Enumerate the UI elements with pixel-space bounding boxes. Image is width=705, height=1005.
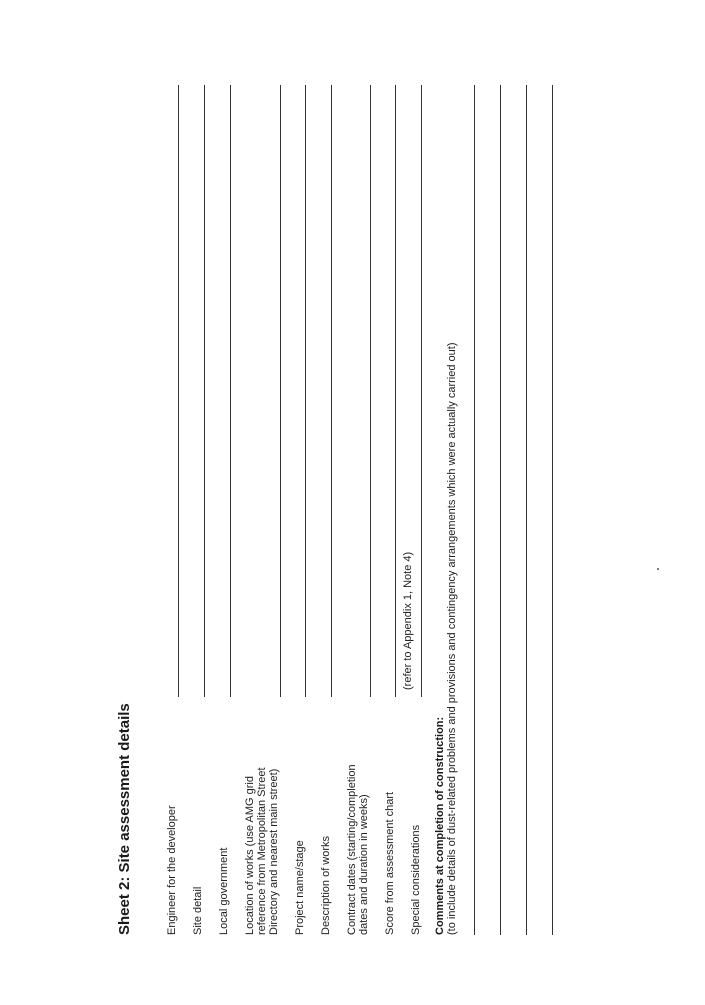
field-label-contract-dates: Contract dates (starting/completion dates and duration in weeks) bbox=[346, 764, 370, 935]
special-considerations-note: (refer to Appendix 1, Note 4) bbox=[402, 551, 414, 690]
scan-speck bbox=[657, 568, 659, 570]
field-label-score: Score from assessment chart bbox=[384, 791, 396, 935]
comments-line-2[interactable] bbox=[500, 85, 501, 935]
comments-line-4[interactable] bbox=[552, 85, 553, 935]
field-line-location-of-works[interactable] bbox=[280, 85, 281, 697]
field-label-local-government: Local government bbox=[218, 847, 230, 935]
field-line-project-name[interactable] bbox=[305, 85, 306, 697]
field-label-engineer: Engineer for the developer bbox=[166, 805, 178, 935]
field-label-special-considerations: Special considerations bbox=[410, 824, 422, 935]
field-label-location-of-works: Location of works (use AMG grid reference from Metropolitan Street Directory and nearest main street) bbox=[244, 767, 280, 935]
comments-line-1[interactable] bbox=[474, 85, 475, 935]
field-line-special-considerations[interactable] bbox=[421, 85, 422, 697]
comments-heading: Comments at completion of construction: bbox=[434, 716, 446, 935]
field-label-description-of-works: Description of works bbox=[320, 835, 332, 935]
field-line-engineer[interactable] bbox=[178, 85, 179, 697]
sheet-title: Sheet 2: Site assessment details bbox=[116, 703, 133, 935]
field-line-local-government[interactable] bbox=[230, 85, 231, 697]
field-label-project-name: Project name/stage bbox=[294, 840, 306, 935]
field-line-score[interactable] bbox=[395, 85, 396, 697]
field-line-description-of-works[interactable] bbox=[331, 85, 332, 697]
site-assessment-form bbox=[110, 85, 570, 935]
comments-line-3[interactable] bbox=[526, 85, 527, 935]
comments-subtext: (to include details of dust-related problems and provisions and contingency arrangements which were actually carried out) bbox=[446, 342, 458, 935]
field-line-contract-dates[interactable] bbox=[370, 85, 371, 697]
field-line-site-detail[interactable] bbox=[204, 85, 205, 697]
field-label-site-detail: Site detail bbox=[192, 886, 204, 935]
